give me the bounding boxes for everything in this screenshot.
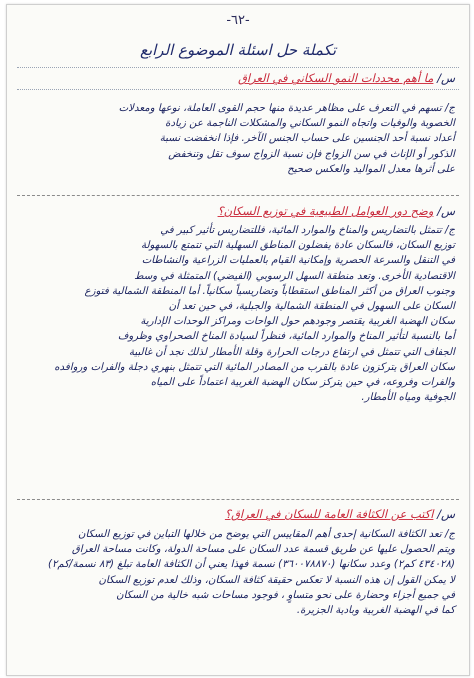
question-label: س/: [437, 507, 455, 521]
answer-line: توزيع السكان، فالسكان عادة يفضلون المناطق السهلية التي تتمتع بالسهولة: [140, 240, 455, 252]
page-title: تكملة حل اسئلة الموضوع الرابع: [139, 41, 337, 59]
answer-line: والفرات وفروعه، في حين يتركز سكان الهضبة الغربية اعتماداً على المياه: [150, 377, 455, 389]
answer-label: ج/: [444, 529, 455, 540]
question-text: ما أهم محددات النمو السكاني في العراق: [238, 71, 434, 85]
answer-label: ج/: [444, 225, 455, 236]
answer-line: على أثرها معدل المواليد والعكس صحيح: [287, 163, 455, 175]
question-text: اكتب عن الكثافة العامة للسكان في العراق؟: [224, 507, 434, 521]
answer-2: [19, 223, 455, 405]
answer-line: في جميع أجزاء وحضارة على نحو متساوٍ ، فوجود مساحات شبه خالية من السكان: [116, 589, 455, 601]
answer-line: الذكور أو الإناث في سن الزواج فإن نسبة الزواج سوف تقل وتنخفض: [168, 148, 455, 160]
answer-line: أما بالنسبة لتأثير المناخ والموارد المائية، فنظراً لسيادة المناخ الصحراوي وظروف: [117, 331, 455, 343]
answer-line: الخصوبة والوفيات واتجاه النمو السكاني والمشكلات الناجمة عن زيادة: [165, 118, 455, 130]
question-1: [47, 71, 455, 85]
answer-label: ج/: [444, 103, 455, 114]
answer-line: الجفاف التي تتمثل في ارتفاع درجات الحرارة وقلة الأمطار لذلك نجد أن غالبية: [128, 346, 455, 358]
answer-line: الجوفية ومياه الأمطار.: [361, 392, 455, 404]
answer-line: (٤٣٤٠٢٨ كم٢) وعدد سكانها (٣٦٠٠٧٨٨٧٠) نسمة فهذا يعني أن الكثافة العامة تبلغ (٨٣ نسمة/كم٢): [47, 559, 455, 571]
answer-3: [19, 527, 455, 618]
question-2: [47, 204, 455, 218]
answer-line: أعداد نسبة أحد الجنسين على حساب الجنس الآخر. فإذا انخفضت نسبة: [159, 133, 455, 145]
answer-line: سكان الهضبة الغربية يقتصر وجودهم حول الواحات ومراكز الوحدات الإدارية: [140, 316, 455, 328]
answer-line: لا يمكن القول إن هذه النسبة لا تعكس حقيقة كثافة السكان، وذلك لعدم توزيع السكان: [98, 574, 455, 586]
answer-line: كما في الهضبة الغربية وبادية الجزيرة.: [296, 605, 455, 617]
section-separator: [17, 499, 459, 500]
answer-line: ج/ تتمثل بالتضاريس والمناخ والموارد المائية، فللتضاريس تأثير كبير في: [160, 225, 455, 236]
answer-line: الاقتصادية الأخرى. وتعد منطقة السهل الرسوبي (الفيضي) المتمثلة في وسط: [134, 270, 455, 282]
answer-1: [19, 101, 455, 177]
answer-line: ج/ تعد الكثافة السكانية إحدى أهم المقاييس التي يوضح من خلالها التباين في توزيع السكان: [77, 529, 455, 540]
answer-line: وجنوب العراق من أكثر المناطق استقطاباً وتضاريسياً سكانياً. أما المنطقة الشمالية فتوزع: [84, 285, 455, 297]
page-number: -٦٢-: [226, 13, 250, 28]
answer-line: السكان على السهول في المنطقة الشمالية والجبلية، في حين تعد أن: [168, 301, 455, 313]
answer-line: سكان العراق يتركزون عادة بالقرب من المصادر المائية التي تتمثل بنهري دجلة والفرات وروافده: [54, 361, 455, 373]
answer-line: ويتم الحصول عليها عن طريق قسمة عدد السكان على مساحة الدولة، وكانت مساحة العراق: [71, 544, 455, 556]
notebook-page: [6, 4, 470, 676]
answer-line: ج/ تسهم في التعرف على مظاهر عديدة منها حجم القوى العاملة، نوعها ومعدلات: [118, 103, 455, 114]
section-separator: [17, 195, 459, 196]
answer-line: في التنقل والسرعة الحصرية وإمكانية القيام بالعمليات الزراعية والنشاطات: [141, 255, 455, 267]
question-label: س/: [437, 71, 455, 85]
question-3: [47, 507, 455, 521]
question-label: س/: [437, 204, 455, 218]
question-text: وضح دور العوامل الطبيعية في توزيع السكان؟: [217, 204, 434, 218]
